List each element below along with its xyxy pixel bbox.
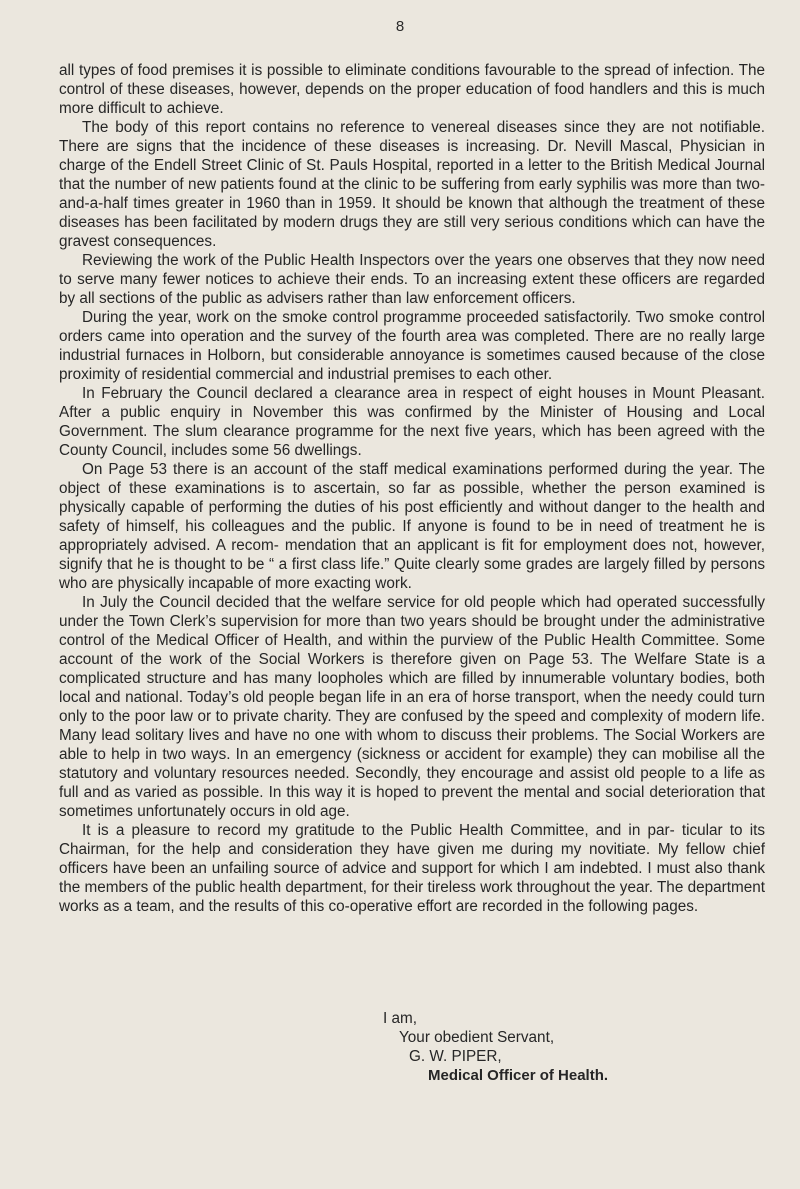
page-number: 8 [395, 18, 405, 35]
signoff-i-am: I am, [383, 1010, 417, 1027]
letter-body [59, 61, 765, 916]
paragraph-clearance-area: In February the Council declared a clearance area in respect of eight houses in Mount Pleasant. After a public enquiry in November this was confirmed by the Minister of Housing and Local Government. The slum clearance programme for the next five years, which has been agreed with the County Council, includes some 56 dwellings. [59, 385, 765, 459]
paragraph-venereal-diseases: The body of this report contains no reference to venereal diseases since they are not notifiable. There are signs that the incidence of these diseases is increasing. Dr. Nevill Mascal, Physician in charge of the Endell Street Clinic of St. Pauls Hospital, reported in a letter to the British Medical Journal that the number of new patients found at the clinic to be suffering from early syphilis was more than two-and-a-half times greater in 1960 than in 1959. It should be known that although the treatment of these diseases has been facilitated by modern drugs they are still very serious conditions which can have the gravest consequences. [59, 119, 765, 250]
signoff-name: G. W. PIPER, [409, 1048, 502, 1065]
signoff-title: Medical Officer of Health. [428, 1067, 609, 1084]
paragraph-smoke-control: During the year, work on the smoke control programme proceeded satisfactorily. Two smoke control orders came into operation and the survey of the fourth area was completed. There are no really large industrial furnaces in Holborn, but considerable annoyance is sometimes caused because of the close proximity of residential commercial and industrial premises to each other. [59, 309, 765, 383]
signoff-block [0, 1009, 800, 1085]
signoff-obedient-servant: Your obedient Servant, [399, 1029, 555, 1046]
paragraph-public-health-inspectors: Reviewing the work of the Public Health Inspectors over the years one observes that they now need to serve many fewer notices to achieve their ends. To an increasing extent these officers are regarded by all sections of the public as advisers rather than law enforcement officers. [59, 252, 765, 307]
paragraph-gratitude: It is a pleasure to record my gratitude to the Public Health Committee, and in par- ticular to its Chairman, for the help and consideration they have given me during my novitiate. My fellow chief officers have been an unfailing source of advice and support for which I am indebted. I must also thank the members of the public health department, for their tireless work throughout the year. The department works as a team, and the results of this co-operative effort are recorded in the following pages. [59, 822, 765, 915]
paragraph-staff-medical-examinations: On Page 53 there is an account of the staff medical examinations performed during the year. The object of these examinations is to ascertain, so far as possible, whether the person examined is physically capable of performing the duties of his post efficiently and without danger to the health and safety of himself, his colleagues and the public. If anyone is found to be in need of treatment he is appropriately advised. A recom- mendation that an applicant is fit for employment does not, however, signify that he is thought to be “ a first class life.” Quite clearly some grades are largely filled by persons who are physically incapable of more exacting work. [59, 461, 765, 592]
paragraph-welfare-service: In July the Council decided that the welfare service for old people which had operated successfully under the Town Clerk’s supervision for more than two years should be brought under the administrative control of the Medical Officer of Health, and within the purview of the Public Health Committee. Some account of the work of the Social Workers is therefore given on Page 53. The Welfare State is a complicated structure and has many loopholes which are filled by innumerable voluntary bodies, both local and national. Today’s old people began life in an era of horse transport, when the needy could turn only to the poor law or to private charity. They are confused by the speed and complexity of modern life. Many lead solitary lives and have no one with whom to discuss their problems. The Social Workers are able to help in two ways. In an emergency (sickness or accident for example) they can mobilise all the statutory and voluntary resources needed. Secondly, they encourage and assist old people to a life as full and as varied as possible. In this way it is hoped to prevent the mental and social deterioration that sometimes unfortunately occurs in old age. [59, 594, 765, 820]
paragraph-food-premises: all types of food premises it is possible to eliminate conditions favourable to the spread of infection. The control of these diseases, however, depends on the proper education of food handlers and this is much more difficult to achieve. [59, 62, 765, 117]
